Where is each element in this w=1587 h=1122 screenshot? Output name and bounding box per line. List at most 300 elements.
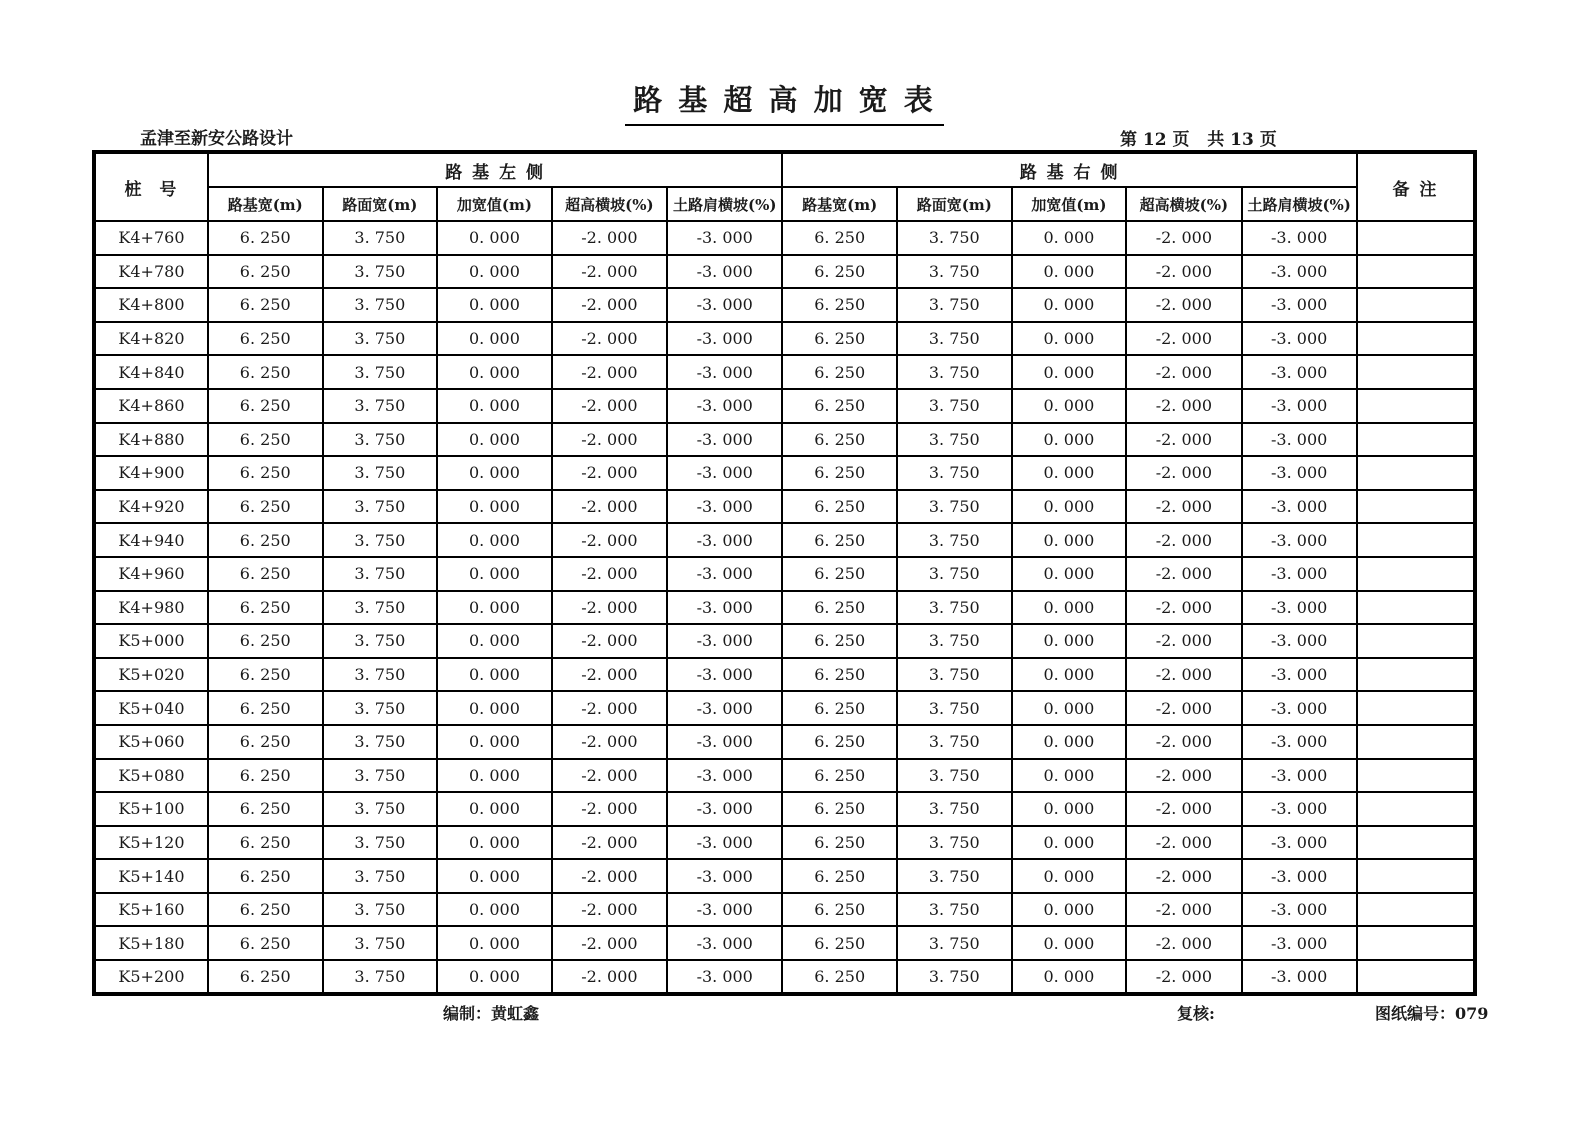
right-value-cell: 0. 000 [1012,288,1127,322]
right-value-cell: 3. 750 [897,725,1012,759]
left-value-cell: -2. 000 [552,221,667,255]
superelevation-widening-table [92,150,1477,996]
left-value-cell: -2. 000 [552,960,667,994]
left-value-cell: -3. 000 [667,591,782,625]
col-header-right-1: 路面宽(m) [897,187,1012,221]
left-value-cell: 0. 000 [437,792,552,826]
remark-cell [1357,255,1475,289]
right-value-cell: 3. 750 [897,859,1012,893]
right-value-cell: -2. 000 [1126,490,1241,524]
right-value-cell: 6. 250 [782,322,897,356]
table-row [94,926,1475,960]
left-value-cell: 3. 750 [323,255,438,289]
right-value-cell: 3. 750 [897,893,1012,927]
left-value-cell: -2. 000 [552,926,667,960]
left-value-cell: -2. 000 [552,624,667,658]
left-value-cell: 0. 000 [437,221,552,255]
left-value-cell: 0. 000 [437,591,552,625]
right-value-cell: -3. 000 [1242,355,1357,389]
left-value-cell: 0. 000 [437,826,552,860]
col-header-left-3: 超高横坡(%) [552,187,667,221]
table-row [94,859,1475,893]
stake-cell: K4+820 [94,322,208,356]
right-value-cell: -2. 000 [1126,523,1241,557]
right-value-cell: 6. 250 [782,926,897,960]
left-value-cell: -2. 000 [552,725,667,759]
left-value-cell: 0. 000 [437,725,552,759]
right-value-cell: -3. 000 [1242,893,1357,927]
left-value-cell: -2. 000 [552,523,667,557]
table-row [94,725,1475,759]
left-value-cell: 3. 750 [323,355,438,389]
left-value-cell: -3. 000 [667,725,782,759]
remark-cell [1357,355,1475,389]
remark-cell [1357,389,1475,423]
remark-cell [1357,792,1475,826]
left-value-cell: -3. 000 [667,792,782,826]
project-name: 孟津至新安公路设计 [140,129,293,149]
right-value-cell: -3. 000 [1242,859,1357,893]
right-value-cell: -2. 000 [1126,355,1241,389]
left-value-cell: 0. 000 [437,658,552,692]
left-value-cell: 6. 250 [208,355,323,389]
right-value-cell: -3. 000 [1242,960,1357,994]
left-value-cell: 6. 250 [208,859,323,893]
right-value-cell: -3. 000 [1242,288,1357,322]
stake-cell: K5+020 [94,658,208,692]
left-value-cell: 6. 250 [208,557,323,591]
right-value-cell: 3. 750 [897,221,1012,255]
right-value-cell: 3. 750 [897,523,1012,557]
left-value-cell: -2. 000 [552,355,667,389]
remark-cell [1357,322,1475,356]
right-value-cell: 0. 000 [1012,759,1127,793]
right-value-cell: 0. 000 [1012,490,1127,524]
left-value-cell: -2. 000 [552,658,667,692]
left-value-cell: 3. 750 [323,456,438,490]
right-value-cell: -2. 000 [1126,893,1241,927]
remark-cell [1357,893,1475,927]
left-value-cell: 0. 000 [437,322,552,356]
table-row [94,960,1475,994]
remark-cell [1357,591,1475,625]
right-value-cell: 6. 250 [782,691,897,725]
right-value-cell: 3. 750 [897,658,1012,692]
left-value-cell: 3. 750 [323,826,438,860]
left-value-cell: -2. 000 [552,557,667,591]
right-value-cell: 0. 000 [1012,725,1127,759]
left-value-cell: 3. 750 [323,490,438,524]
remark-cell [1357,288,1475,322]
left-value-cell: 0. 000 [437,557,552,591]
right-value-cell: 3. 750 [897,255,1012,289]
right-value-cell: -2. 000 [1126,255,1241,289]
right-value-cell: -2. 000 [1126,624,1241,658]
left-value-cell: -3. 000 [667,523,782,557]
remark-column-header: 备 注 [1357,152,1475,221]
left-value-cell: -3. 000 [667,893,782,927]
right-value-cell: 0. 000 [1012,893,1127,927]
left-value-cell: 0. 000 [437,926,552,960]
stake-cell: K5+120 [94,826,208,860]
table-row [94,389,1475,423]
right-value-cell: 6. 250 [782,355,897,389]
left-value-cell: 3. 750 [323,691,438,725]
right-value-cell: 0. 000 [1012,960,1127,994]
right-value-cell: -2. 000 [1126,859,1241,893]
left-value-cell: -2. 000 [552,691,667,725]
left-value-cell: 6. 250 [208,658,323,692]
left-value-cell: -3. 000 [667,389,782,423]
right-value-cell: -3. 000 [1242,591,1357,625]
right-value-cell: 0. 000 [1012,691,1127,725]
left-value-cell: -3. 000 [667,255,782,289]
right-value-cell: -2. 000 [1126,288,1241,322]
table-row [94,456,1475,490]
col-header-right-4: 土路肩横坡(%) [1242,187,1357,221]
right-value-cell: 6. 250 [782,792,897,826]
right-value-cell: 6. 250 [782,423,897,457]
left-value-cell: -2. 000 [552,423,667,457]
right-value-cell: -2. 000 [1126,691,1241,725]
prepared-by: 编制：黄虹鑫 [443,1004,540,1023]
right-value-cell: -3. 000 [1242,389,1357,423]
left-value-cell: -2. 000 [552,389,667,423]
left-side-group-header: 路 基 左 侧 [208,152,782,187]
left-value-cell: -3. 000 [667,423,782,457]
left-value-cell: 6. 250 [208,591,323,625]
left-value-cell: 0. 000 [437,423,552,457]
left-value-cell: 3. 750 [323,523,438,557]
right-value-cell: 3. 750 [897,759,1012,793]
table-row [94,322,1475,356]
right-value-cell: 6. 250 [782,389,897,423]
left-value-cell: 3. 750 [323,725,438,759]
col-header-left-0: 路基宽(m) [208,187,323,221]
left-value-cell: 3. 750 [323,591,438,625]
table-row [94,792,1475,826]
left-value-cell: 6. 250 [208,960,323,994]
right-value-cell: 6. 250 [782,456,897,490]
left-value-cell: 3. 750 [323,859,438,893]
remark-cell [1357,960,1475,994]
left-value-cell: 6. 250 [208,221,323,255]
sub-header-row [94,187,1475,221]
left-value-cell: 6. 250 [208,893,323,927]
right-value-cell: 3. 750 [897,926,1012,960]
right-value-cell: -3. 000 [1242,759,1357,793]
right-value-cell: -3. 000 [1242,792,1357,826]
left-value-cell: 6. 250 [208,624,323,658]
right-value-cell: 0. 000 [1012,456,1127,490]
left-value-cell: 3. 750 [323,288,438,322]
right-value-cell: 0. 000 [1012,591,1127,625]
left-value-cell: 3. 750 [323,893,438,927]
table-row [94,423,1475,457]
table-row [94,826,1475,860]
remark-cell [1357,826,1475,860]
right-value-cell: -2. 000 [1126,423,1241,457]
left-value-cell: 0. 000 [437,389,552,423]
left-value-cell: 0. 000 [437,255,552,289]
stake-cell: K5+160 [94,893,208,927]
right-value-cell: 3. 750 [897,423,1012,457]
right-value-cell: -3. 000 [1242,523,1357,557]
right-value-cell: 3. 750 [897,591,1012,625]
col-header-left-4: 土路肩横坡(%) [667,187,782,221]
left-value-cell: 0. 000 [437,456,552,490]
table-row [94,893,1475,927]
remark-cell [1357,691,1475,725]
left-value-cell: -3. 000 [667,826,782,860]
stake-cell: K4+760 [94,221,208,255]
left-value-cell: 6. 250 [208,322,323,356]
left-value-cell: 3. 750 [323,423,438,457]
col-header-right-0: 路基宽(m) [782,187,897,221]
left-value-cell: 3. 750 [323,926,438,960]
stake-cell: K4+960 [94,557,208,591]
table-row [94,624,1475,658]
right-value-cell: -2. 000 [1126,759,1241,793]
stake-cell: K4+980 [94,591,208,625]
right-value-cell: 6. 250 [782,759,897,793]
left-value-cell: -2. 000 [552,826,667,860]
left-value-cell: 0. 000 [437,759,552,793]
stake-cell: K5+000 [94,624,208,658]
right-value-cell: -2. 000 [1126,591,1241,625]
right-value-cell: 3. 750 [897,355,1012,389]
right-value-cell: -3. 000 [1242,926,1357,960]
right-value-cell: 6. 250 [782,523,897,557]
right-value-cell: 3. 750 [897,557,1012,591]
right-value-cell: 0. 000 [1012,658,1127,692]
col-header-right-2: 加宽值(m) [1012,187,1127,221]
right-value-cell: -2. 000 [1126,557,1241,591]
table-row [94,591,1475,625]
right-value-cell: -3. 000 [1242,221,1357,255]
stake-cell: K4+880 [94,423,208,457]
left-value-cell: -3. 000 [667,557,782,591]
right-value-cell: 3. 750 [897,960,1012,994]
left-value-cell: -2. 000 [552,759,667,793]
stake-cell: K5+200 [94,960,208,994]
left-value-cell: 0. 000 [437,859,552,893]
stake-cell: K5+140 [94,859,208,893]
table-row [94,221,1475,255]
left-value-cell: 0. 000 [437,490,552,524]
left-value-cell: -3. 000 [667,490,782,524]
left-value-cell: -2. 000 [552,322,667,356]
stake-cell: K4+920 [94,490,208,524]
col-header-left-1: 路面宽(m) [323,187,438,221]
left-value-cell: -2. 000 [552,591,667,625]
right-value-cell: 6. 250 [782,255,897,289]
left-value-cell: -2. 000 [552,792,667,826]
table-row [94,658,1475,692]
left-value-cell: -3. 000 [667,288,782,322]
remark-cell [1357,624,1475,658]
left-value-cell: -3. 000 [667,658,782,692]
right-value-cell: -3. 000 [1242,490,1357,524]
reviewed-by: 复核: [1177,1004,1215,1023]
remark-cell [1357,859,1475,893]
table-row [94,523,1475,557]
left-value-cell: 6. 250 [208,490,323,524]
left-value-cell: 6. 250 [208,759,323,793]
right-value-cell: 6. 250 [782,557,897,591]
remark-cell [1357,490,1475,524]
right-value-cell: -3. 000 [1242,658,1357,692]
left-value-cell: 0. 000 [437,624,552,658]
right-value-cell: 0. 000 [1012,355,1127,389]
right-value-cell: 6. 250 [782,490,897,524]
right-value-cell: 6. 250 [782,859,897,893]
left-value-cell: 3. 750 [323,658,438,692]
col-header-left-2: 加宽值(m) [437,187,552,221]
remark-cell [1357,423,1475,457]
page-indicator: 第 12 页 共 13 页 [1120,130,1277,150]
remark-cell [1357,221,1475,255]
right-value-cell: 3. 750 [897,288,1012,322]
left-value-cell: 6. 250 [208,691,323,725]
stake-cell: K4+860 [94,389,208,423]
right-value-cell: 6. 250 [782,221,897,255]
right-value-cell: 0. 000 [1012,792,1127,826]
right-value-cell: 0. 000 [1012,557,1127,591]
right-value-cell: 0. 000 [1012,389,1127,423]
stake-cell: K5+180 [94,926,208,960]
left-value-cell: -2. 000 [552,255,667,289]
left-value-cell: -2. 000 [552,859,667,893]
table-row [94,255,1475,289]
right-value-cell: 3. 750 [897,792,1012,826]
stake-cell: K5+100 [94,792,208,826]
left-value-cell: 3. 750 [323,759,438,793]
left-value-cell: -3. 000 [667,691,782,725]
left-value-cell: -2. 000 [552,490,667,524]
left-value-cell: 3. 750 [323,624,438,658]
right-value-cell: 6. 250 [782,288,897,322]
left-value-cell: -3. 000 [667,221,782,255]
right-side-group-header: 路 基 右 侧 [782,152,1356,187]
right-value-cell: -3. 000 [1242,557,1357,591]
right-value-cell: 3. 750 [897,624,1012,658]
left-value-cell: 3. 750 [323,221,438,255]
left-value-cell: 0. 000 [437,893,552,927]
right-value-cell: -3. 000 [1242,255,1357,289]
left-value-cell: 6. 250 [208,826,323,860]
left-value-cell: -2. 000 [552,456,667,490]
left-value-cell: -3. 000 [667,456,782,490]
right-value-cell: 0. 000 [1012,255,1127,289]
right-value-cell: -2. 000 [1126,389,1241,423]
left-value-cell: 0. 000 [437,355,552,389]
right-value-cell: 0. 000 [1012,624,1127,658]
remark-cell [1357,557,1475,591]
left-value-cell: 0. 000 [437,960,552,994]
right-value-cell: 0. 000 [1012,523,1127,557]
stake-cell: K5+060 [94,725,208,759]
left-value-cell: 6. 250 [208,725,323,759]
left-value-cell: 6. 250 [208,389,323,423]
stake-cell: K4+840 [94,355,208,389]
right-value-cell: 6. 250 [782,624,897,658]
left-value-cell: 3. 750 [323,792,438,826]
right-value-cell: -3. 000 [1242,725,1357,759]
left-value-cell: 6. 250 [208,255,323,289]
left-value-cell: 3. 750 [323,960,438,994]
right-value-cell: 3. 750 [897,389,1012,423]
table-row [94,759,1475,793]
stake-cell: K4+780 [94,255,208,289]
remark-cell [1357,456,1475,490]
right-value-cell: -2. 000 [1126,456,1241,490]
remark-cell [1357,926,1475,960]
left-value-cell: 6. 250 [208,288,323,322]
right-value-cell: -2. 000 [1126,322,1241,356]
right-value-cell: 3. 750 [897,826,1012,860]
right-value-cell: -2. 000 [1126,792,1241,826]
remark-cell [1357,725,1475,759]
stake-cell: K4+800 [94,288,208,322]
right-value-cell: -3. 000 [1242,423,1357,457]
right-value-cell: 6. 250 [782,725,897,759]
left-value-cell: 6. 250 [208,423,323,457]
left-value-cell: 6. 250 [208,792,323,826]
right-value-cell: 0. 000 [1012,221,1127,255]
right-value-cell: 3. 750 [897,322,1012,356]
right-value-cell: -3. 000 [1242,456,1357,490]
remark-cell [1357,658,1475,692]
remark-cell [1357,523,1475,557]
right-value-cell: 0. 000 [1012,826,1127,860]
right-value-cell: -2. 000 [1126,221,1241,255]
group-header-row [94,152,1475,187]
stake-cell: K5+040 [94,691,208,725]
right-value-cell: -2. 000 [1126,826,1241,860]
right-value-cell: -2. 000 [1126,926,1241,960]
table-row [94,490,1475,524]
title-container [92,78,1477,126]
left-value-cell: -3. 000 [667,960,782,994]
right-value-cell: -2. 000 [1126,658,1241,692]
left-value-cell: -2. 000 [552,288,667,322]
stake-cell: K4+900 [94,456,208,490]
table-row [94,691,1475,725]
left-value-cell: -3. 000 [667,926,782,960]
right-value-cell: -3. 000 [1242,624,1357,658]
drawing-number: 图纸编号：079 [1375,1004,1489,1023]
left-value-cell: 6. 250 [208,523,323,557]
right-value-cell: 3. 750 [897,490,1012,524]
remark-cell [1357,759,1475,793]
left-value-cell: -3. 000 [667,355,782,389]
right-value-cell: 6. 250 [782,960,897,994]
right-value-cell: -3. 000 [1242,322,1357,356]
page-title: 路 基 超 高 加 宽 表 [625,78,944,126]
stake-cell: K4+940 [94,523,208,557]
left-value-cell: 0. 000 [437,523,552,557]
right-value-cell: 3. 750 [897,691,1012,725]
right-value-cell: 6. 250 [782,893,897,927]
stake-column-header: 桩 号 [94,152,208,221]
left-value-cell: 6. 250 [208,456,323,490]
right-value-cell: 6. 250 [782,591,897,625]
left-value-cell: 3. 750 [323,322,438,356]
right-value-cell: 6. 250 [782,826,897,860]
left-value-cell: 0. 000 [437,691,552,725]
right-value-cell: 3. 750 [897,456,1012,490]
